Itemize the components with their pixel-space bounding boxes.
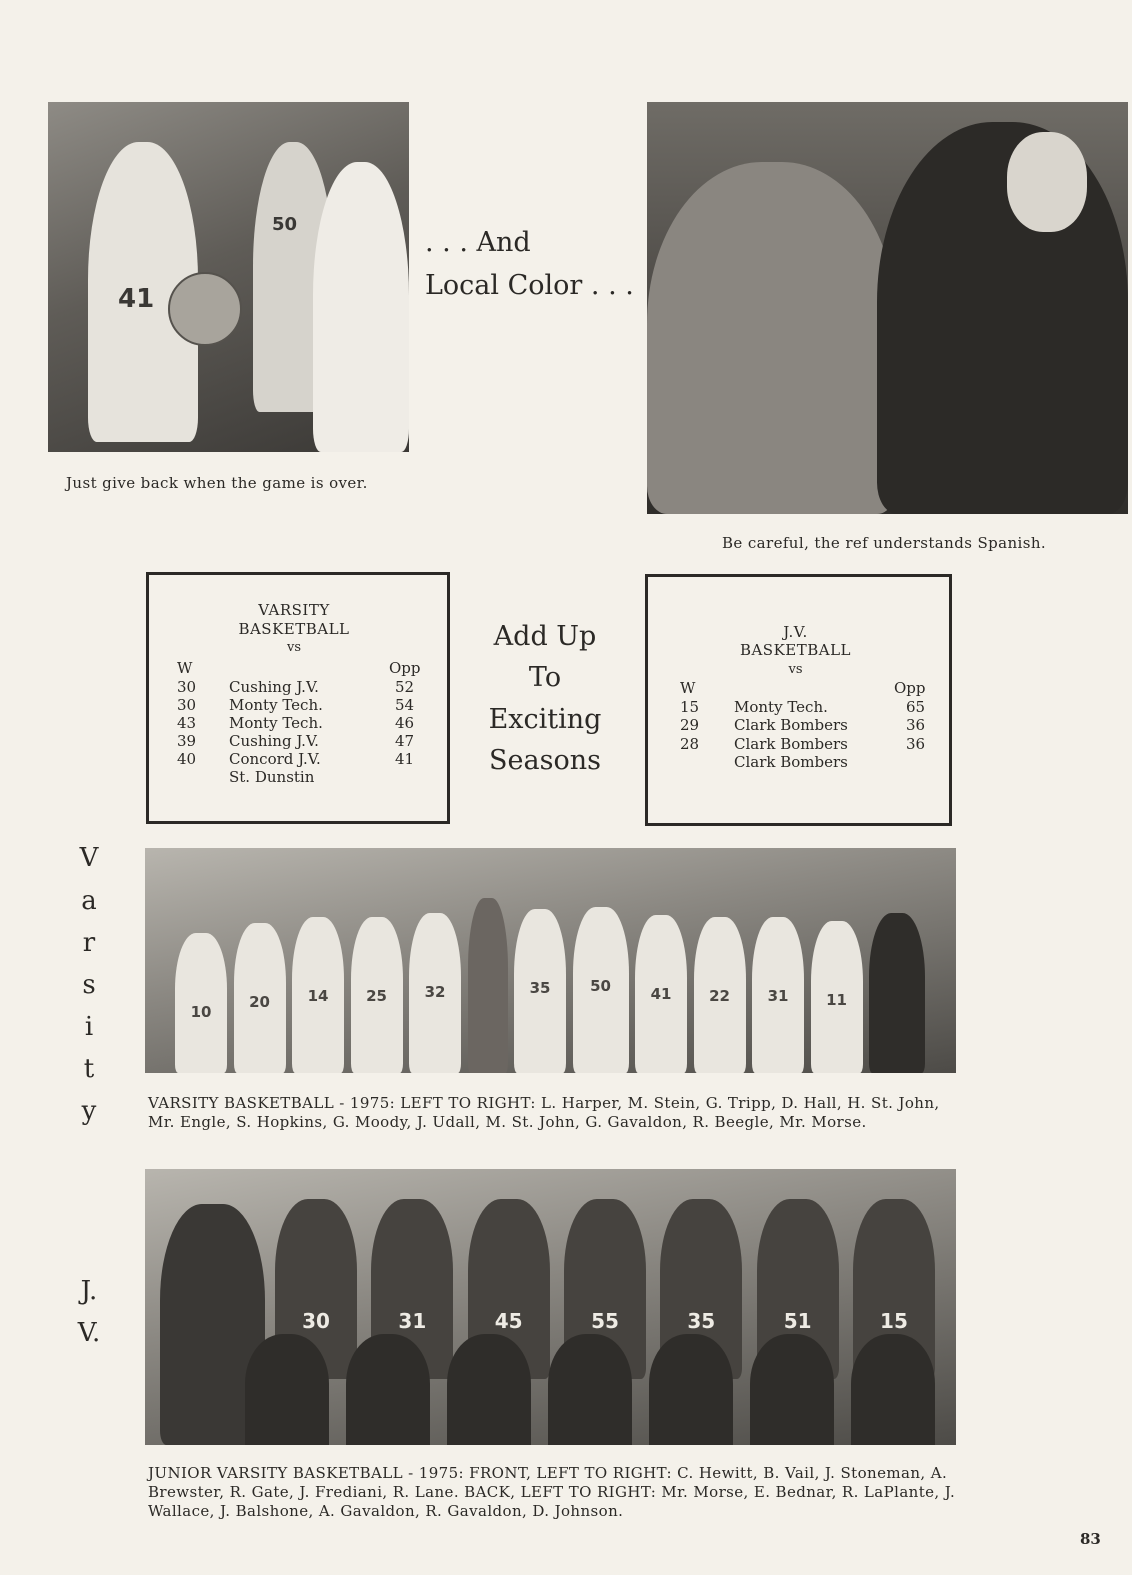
jv-score-box [645,574,952,826]
varsity-row [177,768,427,786]
jv-side-letter: J. [80,1276,98,1306]
varsity-opp: 52 [395,678,415,696]
player-figure: 22 [694,917,746,1073]
caption-right: Be careful, the ref understands Spanish. [722,534,1047,552]
jv-team: Clark Bombers [734,735,848,753]
basketball [168,272,242,346]
jersey-number: 41 [118,284,155,314]
player-figure: 20 [234,923,286,1073]
varsity-team: Monty Tech. [229,714,323,732]
player-figure: 55 [564,1199,646,1379]
jv-row [680,716,935,734]
varsity-w: 43 [177,714,197,732]
front-row [245,1334,935,1445]
varsity-opp: 54 [395,696,415,714]
team-row [175,898,925,1073]
varsity-box-title-1: VARSITY [258,601,330,619]
center-heading-3: Exciting [488,704,602,735]
varsity-side-letter: s [82,970,96,1000]
jv-col-w: W [680,679,696,697]
player-figure: 45 [468,1199,550,1379]
player-figure [245,1334,329,1445]
player-figure [447,1334,531,1445]
jv-col-opp: Opp [894,679,926,697]
varsity-col-w: W [177,659,193,677]
varsity-team: St. Dunstin [229,768,315,786]
center-heading-2: To [528,662,562,693]
player-figure [548,1334,632,1445]
varsity-w: 30 [177,678,197,696]
varsity-w: 30 [177,696,197,714]
varsity-side-letter: a [81,886,97,916]
photo-player-official [647,102,1128,514]
player-figure [649,1334,733,1445]
player-figure: 10 [175,933,227,1073]
varsity-row [177,714,427,732]
center-heading-4: Seasons [489,745,601,776]
varsity-row [177,750,427,768]
player-figure [346,1334,430,1445]
varsity-opp: 46 [395,714,415,732]
varsity-team-photo [145,848,956,1073]
varsity-row [177,678,427,696]
varsity-side-letter: r [82,928,96,958]
player-figure: 35 [514,909,566,1073]
heading-local-color: Local Color . . . [425,270,634,301]
varsity-team: Concord J.V. [229,750,321,768]
varsity-score-box [146,572,450,824]
player-figure: 31 [371,1199,453,1379]
varsity-opp: 41 [395,750,415,768]
player-figure: 32 [409,913,461,1073]
jv-side-letter: V. [77,1318,101,1348]
player-figure: 11 [811,921,863,1073]
player-figure: 51 [757,1199,839,1379]
jv-opp: 65 [906,698,926,716]
heading-and: . . . And [425,227,531,258]
player-figure: 41 [635,915,687,1073]
official-figure [877,122,1128,514]
jv-row [680,735,935,753]
jv-team-photo [145,1169,956,1445]
jv-team: Clark Bombers [734,716,848,734]
varsity-row [177,696,427,714]
coach-figure [869,913,925,1073]
coach-figure [468,898,508,1073]
varsity-box-vs: vs [286,640,301,655]
jv-row [680,753,935,771]
referee-figure [313,162,409,452]
player-figure [647,162,897,514]
varsity-team: Cushing J.V. [229,732,319,750]
varsity-side-letter: i [84,1012,94,1042]
center-heading-1: Add Up [493,621,597,652]
varsity-opp: 47 [395,732,415,750]
varsity-w: 39 [177,732,197,750]
player-figure [851,1334,935,1445]
varsity-team: Cushing J.V. [229,678,319,696]
varsity-side-letter: t [83,1054,95,1084]
varsity-col-opp: Opp [389,659,421,677]
jv-row [680,698,935,716]
varsity-row [177,732,427,750]
player-figure: 30 [275,1199,357,1379]
jv-w: 15 [680,698,700,716]
official-face [1007,132,1087,232]
jv-team: Monty Tech. [734,698,828,716]
jv-team: Clark Bombers [734,753,848,771]
jersey-number: 50 [272,214,298,235]
jv-opp: 36 [906,735,926,753]
player-figure: 15 [853,1199,935,1379]
varsity-w: 40 [177,750,197,768]
jv-opp: 36 [906,716,926,734]
varsity-box-title-2: BASKETBALL [238,620,350,638]
jv-caption: JUNIOR VARSITY BASKETBALL - 1975: FRONT, LEFT TO RIGHT: C. Hewitt, B. Vail, J. Stoneman, A. Brewster, R. Gate, J. Frediani, R. Lane. BACK, LEFT TO RIGHT: Mr. Morse, E. Bednar, R. LaPlante, J. Wallace, J. Balshone, A. Gavaldon, R. Gavaldon, D. Johnson. [148,1464,956,1520]
varsity-caption: VARSITY BASKETBALL - 1975: LEFT TO RIGHT: L. Harper, M. Stein, G. Tripp, D. Hall, H. St. John, Mr. Engle, S. Hopkins, G. Moody, J. Udall, M. St. John, G. Gavaldon, R. Beegle, Mr. Morse. [148,1094,940,1131]
varsity-team: Monty Tech. [229,696,323,714]
player-figure: 50 [573,907,629,1073]
page-number: 83 [1080,1530,1101,1548]
jv-box-vs: vs [788,662,803,677]
varsity-side-letter: y [81,1096,97,1126]
varsity-side-letter: V [79,843,99,873]
jv-box-title-2: BASKETBALL [739,641,852,659]
photo-player-referee [48,102,409,452]
jv-box-title-1: J.V. [783,623,808,641]
player-figure: 14 [292,917,344,1073]
player-figure: 35 [660,1199,742,1379]
player-figure: 31 [752,917,804,1073]
player-figure [750,1334,834,1445]
caption-left: Just give back when the game is over. [66,474,368,492]
jv-w: 29 [680,716,700,734]
player-figure: 25 [351,917,403,1073]
jv-w: 28 [680,735,700,753]
